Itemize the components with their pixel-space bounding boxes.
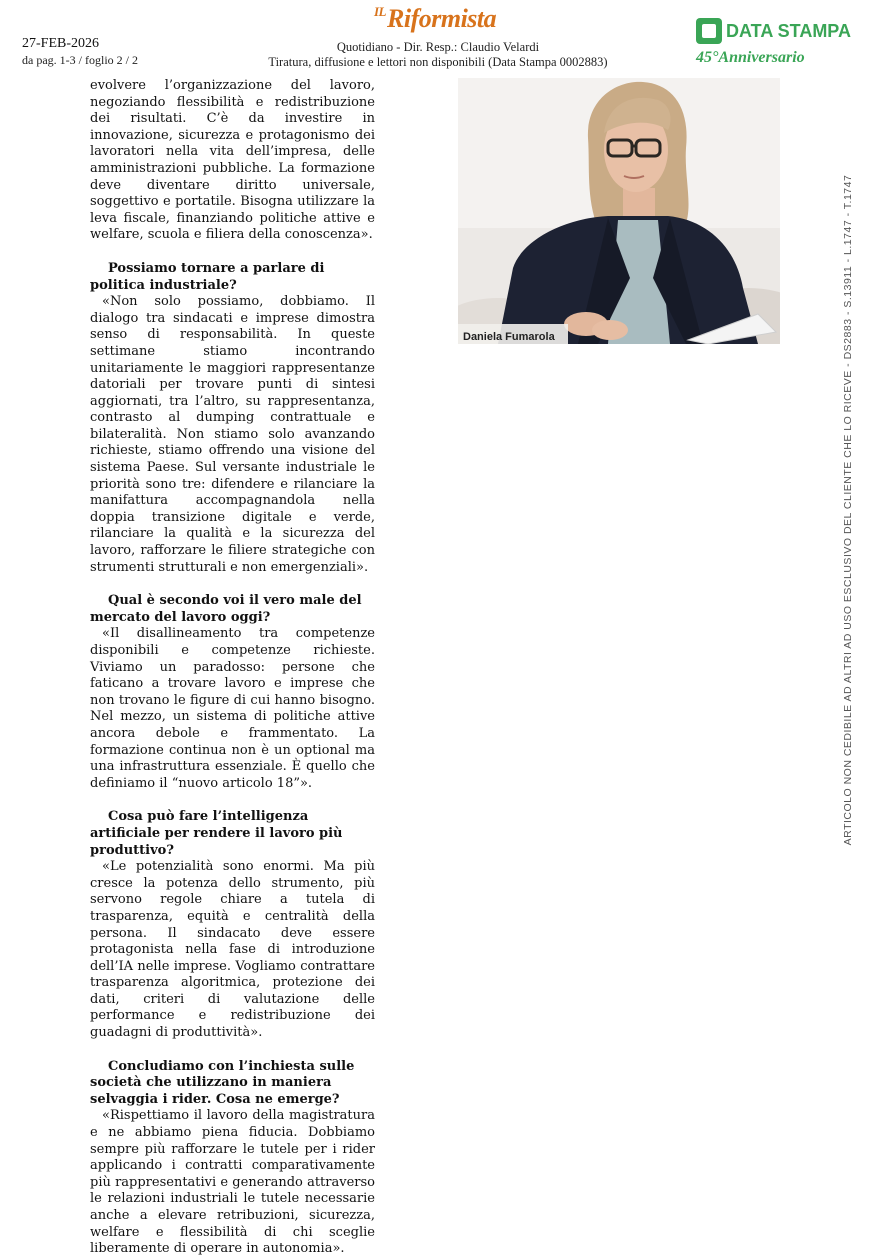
copyright-notice: ARTICOLO NON CEDIBILE AD ALTRI AD USO ESCLUSIVO DEL CLIENTE CHE LO RICEVE - DS2883 - S.13911 - L.1747 - T.1747 [842,174,854,846]
interview-answer: «Il disallineamento tra competenze disponibili e competenze richieste. Viviamo un paradosso: persone che faticano a trovare lavoro e imprese che non trovano le figure di cui hanno bisogno. Nel mezzo, un sistema di politiche attive ancora debole e frammentato. La formazione continua non è un optional ma una infrastruttura essenziale. È quello che definiamo il “nuovo articolo 18”». [90,626,375,791]
interview-question: Possiamo tornare a parlare di politica industriale? [90,260,325,293]
interview-answer: «Rispettiamo il lavoro della magistratura e ne abbiamo piena fiducia. Dobbiamo sempre più rafforzare le tutele per i rider applicando i contratti comparativamente più rappresentativi e generando attraverso le relazioni industriali le tutele necessarie anche a elevare retribuzioni, sicurezza, welfare e flessibilità di chi sceglie liberamente di operare in autonomia». [90,1108,375,1257]
interview-answer: «Le potenzialità sono enormi. Ma più cresce la potenza dello strumento, più servono regole chiare a tutela di trasparenza, equità e centralità della persona. Il sindacato deve essere protagonista nella fase di introduzione dell’IA nelle imprese. Vogliamo contrattare trasparenza algoritmica, protezione dei dati, criteri di valutazione delle performance e redistribuzione dei guadagni di produttività». [90,859,375,1041]
circulation-info: Tiratura, diffusione e lettori non disponibili (Data Stampa 0002883) [268,55,608,69]
portrait-photo [458,78,780,344]
interview-question: Concludiamo con l’inchiesta sulle società che utilizzano in maniera selvaggia i rider. Cosa ne emerge? [90,1058,355,1107]
data-stampa-name: DATA STAMPA [726,21,851,41]
anniversary-label: 45°Anniversario [696,49,805,66]
photo-caption: Daniela Fumarola [463,331,555,343]
publication-info: Quotidiano - Dir. Resp.: Claudio Velardi [336,40,540,54]
article-intro: evolvere l’organizzazione del lavoro, negoziando flessibilità e redistribuzione dei risultati. C’è da investire in innovazione, sicurezza e protagonismo dei lavoratori nella vita dell’impresa, delle amministrazioni pubbliche. La formazione deve diventare diritto universale, soggettivo e portatile. Bisogna utilizzare la leva fiscale, finanziando politiche attive e welfare, scuola e filiera della conoscenza». [90,78,375,243]
newspaper-logo [374,4,496,34]
interview-question: Cosa può fare l’intelligenza artificiale per rendere il lavoro più produttivo? [90,809,343,858]
page-reference: da pag. 1-3 / foglio 2 / 2 [22,53,138,67]
clipping-date: 27-FEB-2026 [22,36,99,51]
data-stampa-icon [696,18,722,44]
interview-answer: «Non solo possiamo, dobbiamo. Il dialogo tra sindacati e imprese dimostra senso di responsabilità. In queste settimane stiamo incontrando unitariamente le maggiori rappresentanze datoriali per trovare punti di sintesi aggiornati, tra l’altro, su rappresentanza, contrasto al dumping contrattuale e bilateralità. Non stiamo solo avanzando richieste, stiamo offrendo una visione del sistema Paese. Sul versante industriale le priorità sono tre: difendere e rilanciare la manifattura accompagnandola nella doppia transizione digitale e verde, rilanciare la qualità e la sicurezza del lavoro, rafforzare le filiere strategiche con strumenti strutturali e non emergenziali». [90,294,375,575]
logo-prefix: IL [374,4,386,19]
interview-question: Qual è secondo voi il vero male del mercato del lavoro oggi? [90,593,362,625]
logo-name: Riformista [387,4,497,33]
article-column [90,78,375,1258]
